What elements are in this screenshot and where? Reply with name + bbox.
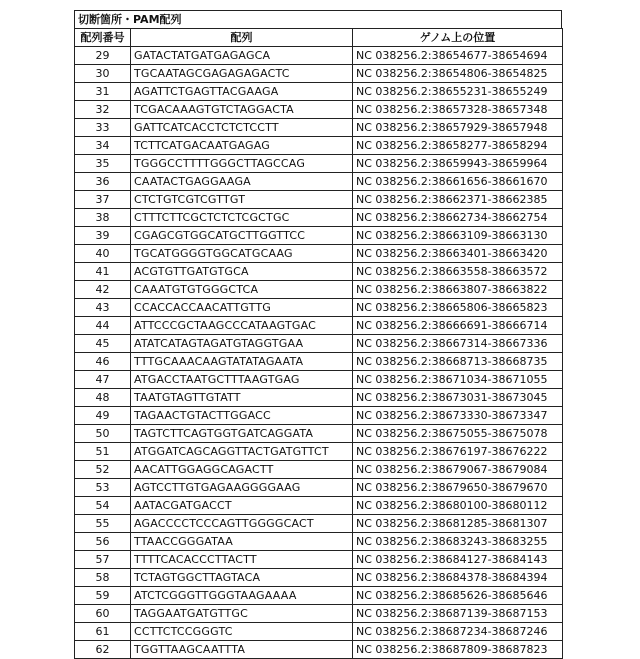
- sequence-cell: GATTCATCACCTCTCTCCTT: [131, 119, 353, 137]
- seq-number-cell: 47: [75, 371, 131, 389]
- seq-number-cell: 62: [75, 641, 131, 659]
- seq-number-cell: 60: [75, 605, 131, 623]
- table-row: [75, 155, 563, 173]
- seq-number-cell: 51: [75, 443, 131, 461]
- table-row: [75, 497, 563, 515]
- seq-number-cell: 48: [75, 389, 131, 407]
- seq-number-cell: 57: [75, 551, 131, 569]
- table-row: [75, 317, 563, 335]
- genome-position-cell: NC 038256.2:38659943-38659964: [353, 155, 563, 173]
- seq-number-cell: 35: [75, 155, 131, 173]
- table-row: [75, 299, 563, 317]
- sequence-cell: TAATGTAGTTGTATT: [131, 389, 353, 407]
- sequence-cell: ACGTGTTGATGTGCA: [131, 263, 353, 281]
- table-row: [75, 371, 563, 389]
- sequence-cell: TTAACCGGGATAA: [131, 533, 353, 551]
- sequence-cell: CAATACTGAGGAAGA: [131, 173, 353, 191]
- sequence-cell: ATATCATAGTAGATGTAGGTGAA: [131, 335, 353, 353]
- table-row: [75, 407, 563, 425]
- genome-position-cell: NC 038256.2:38681285-38681307: [353, 515, 563, 533]
- seq-number-cell: 38: [75, 209, 131, 227]
- table-row: [75, 65, 563, 83]
- genome-position-cell: NC 038256.2:38687139-38687153: [353, 605, 563, 623]
- table-row: [75, 335, 563, 353]
- genome-position-cell: NC 038256.2:38663558-38663572: [353, 263, 563, 281]
- sequence-cell: GATACTATGATGAGAGCA: [131, 47, 353, 65]
- seq-number-cell: 53: [75, 479, 131, 497]
- table-body: [75, 47, 563, 659]
- table-row: [75, 605, 563, 623]
- seq-number-cell: 39: [75, 227, 131, 245]
- seq-number-cell: 50: [75, 425, 131, 443]
- seq-number-cell: 30: [75, 65, 131, 83]
- genome-position-cell: NC 038256.2:38685626-38685646: [353, 587, 563, 605]
- table-row: [75, 281, 563, 299]
- seq-number-cell: 31: [75, 83, 131, 101]
- genome-position-cell: NC 038256.2:38666691-38666714: [353, 317, 563, 335]
- seq-number-cell: 52: [75, 461, 131, 479]
- genome-position-cell: NC 038256.2:38662371-38662385: [353, 191, 563, 209]
- table-row: [75, 461, 563, 479]
- sequence-cell: AGATTCTGAGTTACGAAGA: [131, 83, 353, 101]
- table-row: [75, 245, 563, 263]
- seq-number-cell: 43: [75, 299, 131, 317]
- seq-number-cell: 29: [75, 47, 131, 65]
- sequence-cell: TAGAACTGTACTTGGACC: [131, 407, 353, 425]
- table-row: [75, 623, 563, 641]
- genome-position-cell: NC 038256.2:38657929-38657948: [353, 119, 563, 137]
- table-row: [75, 173, 563, 191]
- table-row: [75, 191, 563, 209]
- table-row: [75, 119, 563, 137]
- seq-number-cell: 54: [75, 497, 131, 515]
- seq-number-cell: 59: [75, 587, 131, 605]
- genome-position-cell: NC 038256.2:38680100-38680112: [353, 497, 563, 515]
- genome-position-cell: NC 038256.2:38663401-38663420: [353, 245, 563, 263]
- sequence-cell: TTTTCACACCCTTACTT: [131, 551, 353, 569]
- seq-number-cell: 33: [75, 119, 131, 137]
- header-row: [75, 29, 563, 47]
- genome-position-cell: NC 038256.2:38676197-38676222: [353, 443, 563, 461]
- sequence-cell: AGTCCTTGTGAGAAGGGGAAG: [131, 479, 353, 497]
- sequence-cell: TGCATGGGGTGGCATGCAAG: [131, 245, 353, 263]
- sequence-cell: TAGTCTTCAGTGGTGATCAGGATA: [131, 425, 353, 443]
- header-sequence: 配列: [131, 29, 353, 47]
- sequence-cell: AACATTGGAGGCAGACTT: [131, 461, 353, 479]
- table-row: [75, 101, 563, 119]
- sequence-cell: TCGACAAAGTGTCTAGGACTA: [131, 101, 353, 119]
- table-row: [75, 209, 563, 227]
- sequence-cell: CCTTCTCCGGGTC: [131, 623, 353, 641]
- header-genome-position: ゲノム上の位置: [353, 29, 563, 47]
- genome-position-cell: NC 038256.2:38662734-38662754: [353, 209, 563, 227]
- genome-position-cell: NC 038256.2:38655231-38655249: [353, 83, 563, 101]
- table-row: [75, 263, 563, 281]
- table-row: [75, 569, 563, 587]
- seq-number-cell: 56: [75, 533, 131, 551]
- sequence-table: [74, 28, 563, 659]
- genome-position-cell: NC 038256.2:38667314-38667336: [353, 335, 563, 353]
- genome-position-cell: NC 038256.2:38684127-38684143: [353, 551, 563, 569]
- sequence-cell: ATCTCGGGTTGGGTAAGAAAA: [131, 587, 353, 605]
- seq-number-cell: 61: [75, 623, 131, 641]
- sequence-cell: TCTTCATGACAATGAGAG: [131, 137, 353, 155]
- genome-position-cell: NC 038256.2:38687809-38687823: [353, 641, 563, 659]
- sequence-cell: CCACCACCAACATTGTTG: [131, 299, 353, 317]
- genome-position-cell: NC 038256.2:38675055-38675078: [353, 425, 563, 443]
- genome-position-cell: NC 038256.2:38663807-38663822: [353, 281, 563, 299]
- genome-position-cell: NC 038256.2:38683243-38683255: [353, 533, 563, 551]
- genome-position-cell: NC 038256.2:38673330-38673347: [353, 407, 563, 425]
- seq-number-cell: 40: [75, 245, 131, 263]
- table-row: [75, 353, 563, 371]
- sequence-cell: TGCAATAGCGAGAGAGACTC: [131, 65, 353, 83]
- sequence-cell: TAGGAATGATGTTGC: [131, 605, 353, 623]
- seq-number-cell: 49: [75, 407, 131, 425]
- table-row: [75, 551, 563, 569]
- table-row: [75, 443, 563, 461]
- sequence-cell: TTTGCAAACAAGTATATAGAATA: [131, 353, 353, 371]
- seq-number-cell: 58: [75, 569, 131, 587]
- sequence-cell: TGGGCCTTTTGGGCTTAGCCAG: [131, 155, 353, 173]
- genome-position-cell: NC 038256.2:38663109-38663130: [353, 227, 563, 245]
- genome-position-cell: NC 038256.2:38658277-38658294: [353, 137, 563, 155]
- seq-number-cell: 46: [75, 353, 131, 371]
- sequence-cell: AGACCCCTCCCAGTTGGGGCACT: [131, 515, 353, 533]
- table-row: [75, 515, 563, 533]
- genome-position-cell: NC 038256.2:38657328-38657348: [353, 101, 563, 119]
- table-row: [75, 389, 563, 407]
- sequence-cell: CTCTGTCGTCGTTGT: [131, 191, 353, 209]
- seq-number-cell: 37: [75, 191, 131, 209]
- seq-number-cell: 36: [75, 173, 131, 191]
- sequence-table-container: [74, 10, 562, 659]
- sequence-cell: TGGTTAAGCAATTTA: [131, 641, 353, 659]
- genome-position-cell: NC 038256.2:38684378-38684394: [353, 569, 563, 587]
- genome-position-cell: NC 038256.2:38679650-38679670: [353, 479, 563, 497]
- sequence-cell: CAAATGTGTGGGCTCA: [131, 281, 353, 299]
- seq-number-cell: 42: [75, 281, 131, 299]
- sequence-cell: ATGGATCAGCAGGTTACTGATGTTCT: [131, 443, 353, 461]
- table-title: 切断箇所・PAM配列: [74, 10, 562, 28]
- genome-position-cell: NC 038256.2:38679067-38679084: [353, 461, 563, 479]
- seq-number-cell: 44: [75, 317, 131, 335]
- table-row: [75, 641, 563, 659]
- table-row: [75, 425, 563, 443]
- table-row: [75, 479, 563, 497]
- genome-position-cell: NC 038256.2:38665806-38665823: [353, 299, 563, 317]
- table-row: [75, 533, 563, 551]
- seq-number-cell: 45: [75, 335, 131, 353]
- genome-position-cell: NC 038256.2:38668713-38668735: [353, 353, 563, 371]
- genome-position-cell: NC 038256.2:38671034-38671055: [353, 371, 563, 389]
- table-row: [75, 227, 563, 245]
- genome-position-cell: NC 038256.2:38654677-38654694: [353, 47, 563, 65]
- sequence-cell: CGAGCGTGGCATGCTTGGTTCC: [131, 227, 353, 245]
- table-row: [75, 83, 563, 101]
- sequence-cell: AATACGATGACCT: [131, 497, 353, 515]
- seq-number-cell: 41: [75, 263, 131, 281]
- seq-number-cell: 32: [75, 101, 131, 119]
- genome-position-cell: NC 038256.2:38687234-38687246: [353, 623, 563, 641]
- genome-position-cell: NC 038256.2:38654806-38654825: [353, 65, 563, 83]
- table-row: [75, 47, 563, 65]
- seq-number-cell: 34: [75, 137, 131, 155]
- genome-position-cell: NC 038256.2:38673031-38673045: [353, 389, 563, 407]
- sequence-cell: ATGACCTAATGCTTTAAGTGAG: [131, 371, 353, 389]
- sequence-cell: TCTAGTGGCTTAGTACA: [131, 569, 353, 587]
- table-row: [75, 587, 563, 605]
- seq-number-cell: 55: [75, 515, 131, 533]
- genome-position-cell: NC 038256.2:38661656-38661670: [353, 173, 563, 191]
- sequence-cell: CTTTCTTCGCTCTCTCGCTGC: [131, 209, 353, 227]
- table-row: [75, 137, 563, 155]
- header-seq-number: 配列番号: [75, 29, 131, 47]
- sequence-cell: ATTCCCGCTAAGCCCATAAGTGAC: [131, 317, 353, 335]
